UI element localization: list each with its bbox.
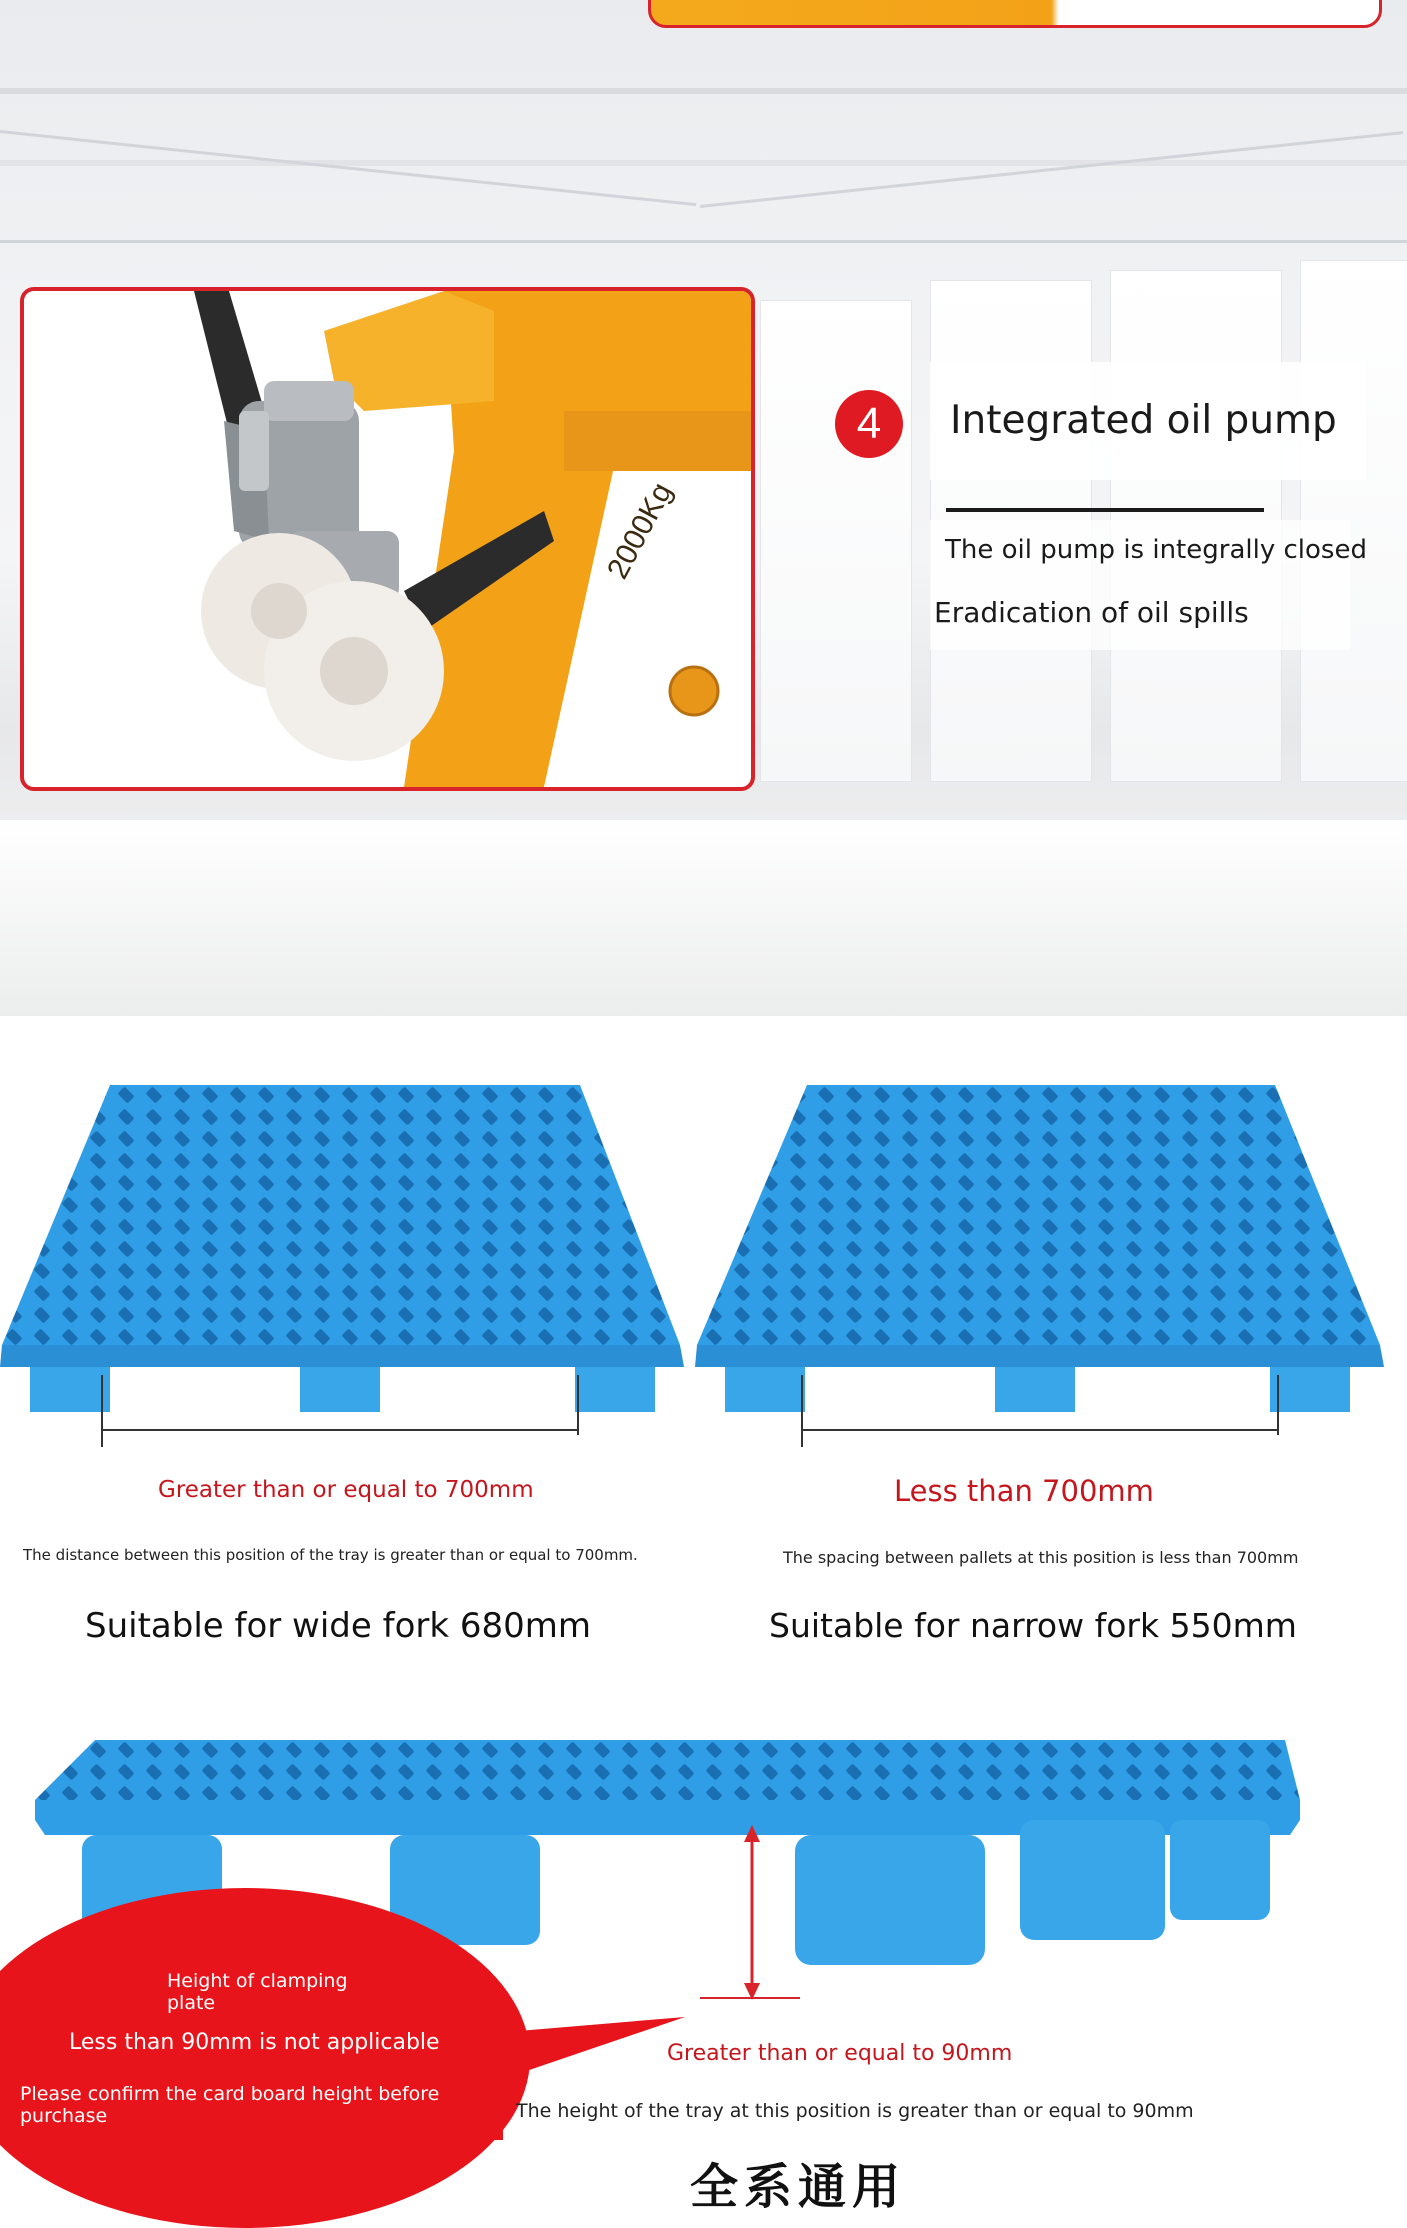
footer-heading-partial: 全系通用	[690, 2159, 907, 2215]
wide-pallet	[0, 1085, 684, 1447]
roof-truss	[0, 240, 1407, 243]
step-number-badge: 4	[835, 390, 903, 458]
narrow-fork-label: Suitable for narrow fork 550mm	[769, 1606, 1297, 1645]
warehouse-floor	[0, 820, 1407, 1016]
capacity-mark: 2000Kg	[601, 477, 679, 585]
height-measure-label: Greater than or equal to 90mm	[667, 2041, 1013, 2066]
bubble-confirm: Please confirm the card board height before purchase	[20, 2083, 440, 2127]
warehouse-hero	[0, 0, 1407, 1016]
narrow-measure-label: Less than 700mm	[894, 1474, 1154, 1508]
feature-description-line: The oil pump is integrally closed	[945, 535, 1367, 565]
wide-measure-label: Greater than or equal to 700mm	[158, 1477, 534, 1503]
warning-bubble-tail	[470, 2015, 690, 2085]
window-panel	[760, 300, 912, 782]
pallet-comparison-illustration	[0, 1085, 1407, 1455]
oil-pump-product-image	[20, 287, 755, 791]
roof-truss	[0, 130, 696, 206]
bubble-warning: Less than 90mm is not applicable	[69, 2030, 440, 2055]
narrow-note: The spacing between pallets at this position is less than 700mm	[783, 1548, 1299, 1567]
feature-description-line: Eradication of oil spills	[934, 596, 1249, 629]
wide-note: The distance between this position of the tray is greater than or equal to 700mm.	[23, 1546, 638, 1564]
pallet-truck-illustration	[24, 291, 751, 787]
narrow-pallet	[695, 1085, 1384, 1447]
height-note: The height of the tray at this position is greater than or equal to 90mm	[516, 2100, 1194, 2122]
wide-fork-label: Suitable for wide fork 680mm	[85, 1606, 591, 1646]
bubble-title: Height of clamping plate	[167, 1970, 348, 2014]
ceiling-beam	[0, 88, 1407, 94]
title-underline	[946, 508, 1264, 512]
roof-truss	[700, 131, 1403, 208]
feature-title: Integrated oil pump	[930, 362, 1366, 480]
ceiling-beam	[0, 160, 1407, 166]
previous-feature-frame	[648, 0, 1382, 28]
